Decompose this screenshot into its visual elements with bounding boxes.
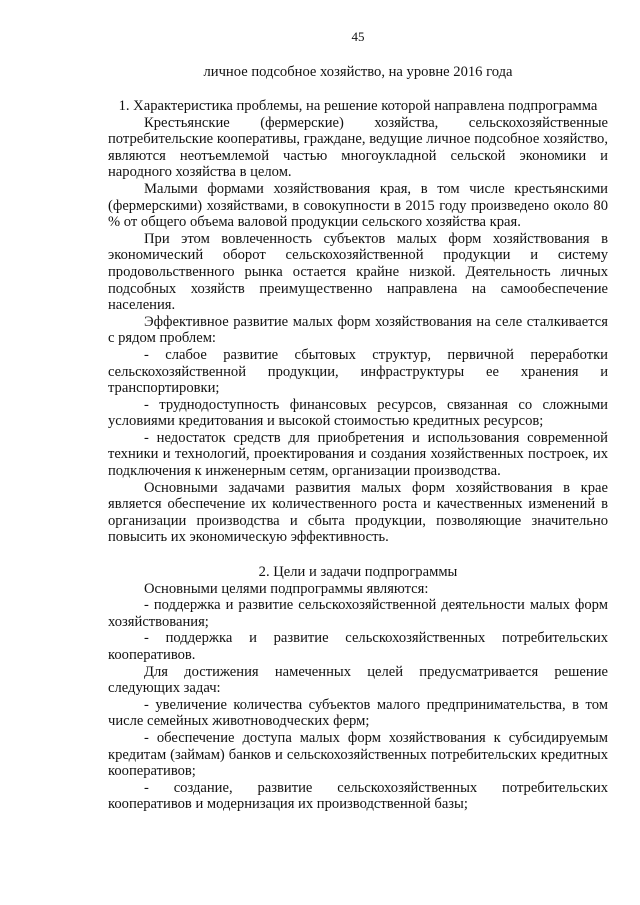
document-body	[108, 98, 608, 813]
section-1-heading: 1. Характеристика проблемы, на решение которой направлена подпрограмма	[118, 98, 598, 114]
section-1-list-item-1: - слабое развитие сбытовых структур, первичной переработки сельскохозяйственной продукции, инфраструктуры ее хранения и транспортировки;	[108, 346, 608, 397]
section-2-list-item-4: - обеспечение доступа малых форм хозяйствования к субсидируемым кредитам (займам) банков и сельскохозяйственных потребительских кредитных кооперативов;	[108, 729, 608, 780]
intro-line: личное подсобное хозяйство, на уровне 2016 года	[203, 64, 513, 80]
section-2-list-item-3: - увеличение количества субъектов малого предпринимательства, в том числе семейных животноводческих ферм;	[108, 696, 608, 730]
section-2-list-item-5: - создание, развитие сельскохозяйственных потребительских кооперативов и модернизация их производственной базы;	[108, 779, 608, 813]
section-2-list-item-1: - поддержка и развитие сельскохозяйственной деятельности малых форм хозяйствования;	[108, 597, 608, 630]
section-1-paragraph-5: Основными задачами развития малых форм хозяйствования в крае является обеспечение их количественного роста и качественных изменений в организации производства и сбыта продукции, позволяющие значительно повысить их экономическую эффективность.	[108, 479, 608, 546]
section-2-heading: 2. Цели и задачи подпрограммы	[258, 564, 458, 581]
page-number: 45	[351, 29, 365, 44]
section-1-list-item-2: - труднодоступность финансовых ресурсов, связанная со сложными условиями кредитования и высокой стоимостью кредитных ресурсов;	[108, 396, 608, 430]
section-1-paragraph-3: При этом вовлеченность субъектов малых форм хозяйствования в экономический оборот сельскохозяйственной продукции и систему продовольственного рынка остается крайне низкой. Деятельность личных подсобных хозяйств преимущественно направлена на самообеспечение населения.	[108, 230, 608, 314]
section-1-paragraph-1: Крестьянские (фермерские) хозяйства, сельскохозяйственные потребительские кооперативы, граждане, ведущие личное подсобное хозяйство, являются неотъемлемой частью многоукладной сельской экономики и народного хозяйства в целом.	[108, 114, 608, 181]
section-2-paragraph-1: Основными целями подпрограммы являются:	[144, 580, 429, 597]
section-1-list-item-3: - недостаток средств для приобретения и использования современной техники и технологий, проектирования и создания хозяйственных построек, их подключения к инженерным сетям, организации производства.	[108, 429, 608, 480]
section-1-paragraph-4: Эффективное развитие малых форм хозяйствования на селе сталкивается с рядом проблем:	[108, 313, 608, 347]
section-2-list-item-2: - поддержка и развитие сельскохозяйственных потребительских кооперативов.	[108, 630, 608, 663]
section-1-paragraph-2: Малыми формами хозяйствования края, в том числе крестьянскими (фермерскими) хозяйствами, в совокупности в 2015 году произведено около 80 % от общего объема валовой продукции сельского хозяйства края.	[108, 180, 608, 231]
section-2-paragraph-2: Для достижения намеченных целей предусматривается решение следующих задач:	[108, 663, 608, 697]
